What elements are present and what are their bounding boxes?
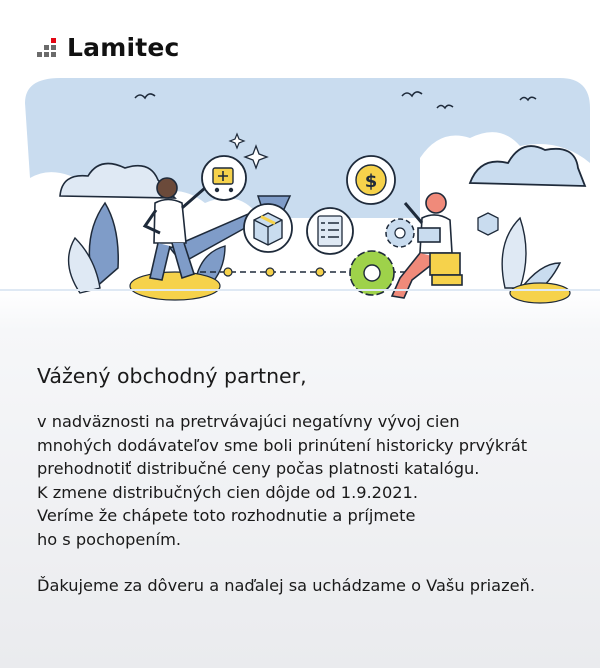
closing-text: Ďakujeme za dôveru a naďalej sa uchádzame o Vašu priazeň. (37, 575, 535, 595)
ground-blob (510, 283, 570, 303)
svg-text:$: $ (364, 171, 378, 192)
cloud-right (470, 146, 585, 186)
plant-right-icon (502, 218, 526, 288)
message-line: mnohých dodávateľov sme boli prinútení historicky prvýkrát (37, 435, 528, 455)
lamitec-squares-logo-icon (37, 37, 59, 59)
brand-logo[interactable] (37, 34, 180, 62)
small-cube-icon (478, 213, 498, 235)
ground-blob (130, 272, 220, 300)
message-line: v nadväznosti na pretrvávajúci negatívny vývoj cien (37, 412, 460, 431)
message-paragraph (37, 410, 577, 552)
message-line: ho s pochopením. (37, 529, 182, 549)
message-line: Veríme že chápete toto rozhodnutie a príjmete (37, 506, 416, 526)
message-line: prehodnotiť distribučné ceny počas platnosti katalógu. (37, 459, 480, 479)
greeting-text: Vážený obchodný partner, (37, 364, 307, 388)
message-body (37, 362, 577, 597)
business-growth-illustration (0, 68, 600, 358)
brand-name: Lamitec (67, 33, 180, 62)
message-line: K zmene distribučných cien dôjde od 1.9.2021. (37, 482, 419, 502)
